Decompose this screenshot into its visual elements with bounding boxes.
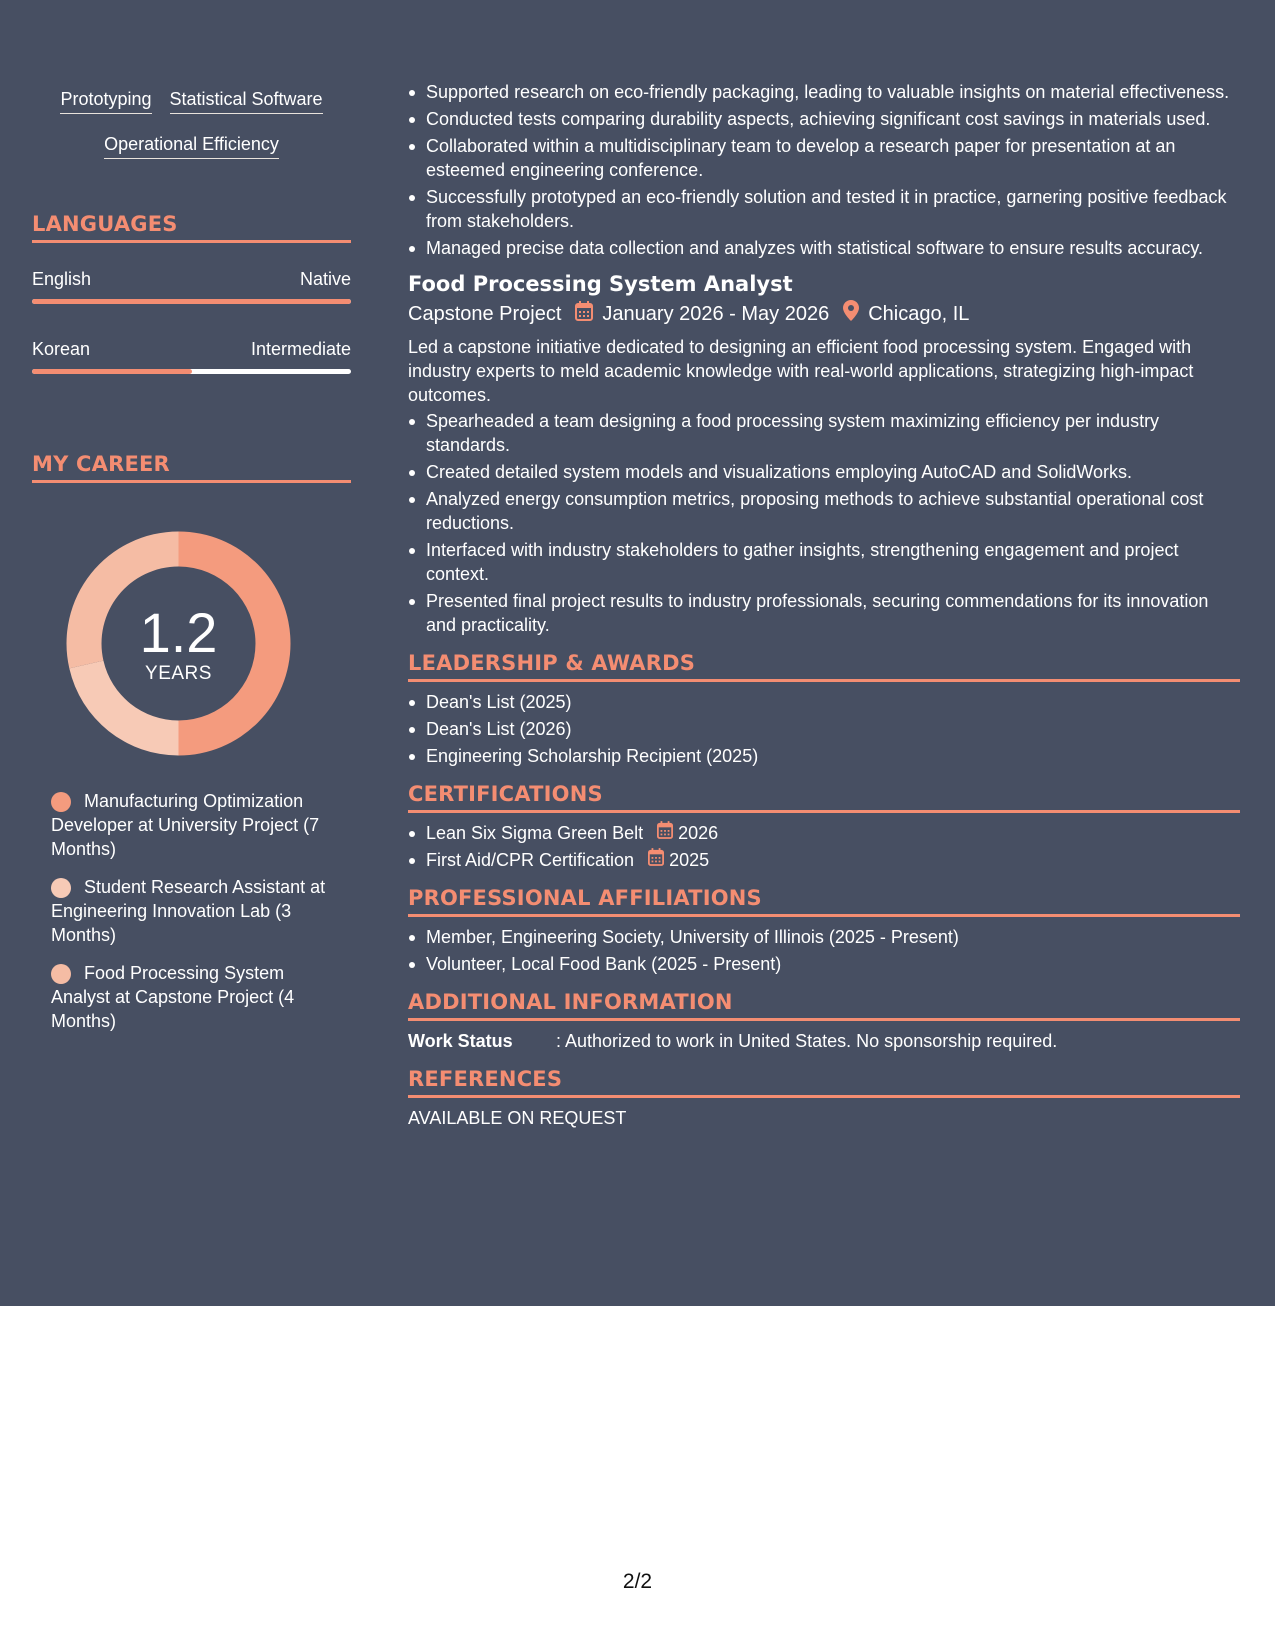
calendar-icon xyxy=(575,301,593,328)
main-column xyxy=(408,80,1240,1130)
job-description: Led a capstone initiative dedicated to designing an efficient food processing system. Engaged with industry experts to meld academic knowledge with real-world applications, strategizing high-impact outcomes. xyxy=(408,337,1194,405)
legend-dot-icon xyxy=(51,964,71,984)
career-donut-chart xyxy=(66,531,291,756)
career-total-value: 1.2 xyxy=(139,601,218,664)
certifications-list xyxy=(408,821,1240,872)
legend-dot-icon xyxy=(51,878,71,898)
list-item: Interfaced with industry stakeholders to gather insights, strengthening engagement and project context. xyxy=(408,538,1240,586)
legend-label: Student Research Assistant at Engineering Innovation Lab (3 Months) xyxy=(51,877,326,945)
skill-tag: Statistical Software xyxy=(170,88,323,114)
list-item: Engineering Scholarship Recipient (2025) xyxy=(408,744,1240,768)
legend-item xyxy=(51,961,331,1033)
certification-name: Lean Six Sigma Green Belt xyxy=(426,823,644,843)
list-item xyxy=(408,821,1240,845)
language-proficiency-bar xyxy=(32,369,351,374)
work-status-value: : Authorized to work in United States. No sponsorship required. xyxy=(556,1031,1058,1051)
language-proficiency-fill xyxy=(32,299,351,304)
list-item: Dean's List (2025) xyxy=(408,690,1240,714)
skills-row-2 xyxy=(32,133,351,159)
language-name: English xyxy=(32,269,92,289)
job-dates: January 2026 - May 2026 xyxy=(602,303,830,325)
list-item xyxy=(408,848,1240,872)
career-total-unit: YEARS xyxy=(145,663,212,684)
list-item: Dean's List (2026) xyxy=(408,717,1240,741)
page-number: 2/2 xyxy=(622,1570,653,1593)
certification-item xyxy=(426,821,1240,845)
list-item: Volunteer, Local Food Bank (2025 - Present) xyxy=(408,952,1240,976)
language-row xyxy=(32,268,351,290)
legend-label: Manufacturing Optimization Developer at University Project (7 Months) xyxy=(51,791,320,859)
job-bullets xyxy=(408,409,1240,637)
legend-label: Food Processing System Analyst at Capstone Project (4 Months) xyxy=(51,963,295,1031)
language-level: Intermediate xyxy=(250,339,351,359)
work-status-label: Work Status xyxy=(408,1031,513,1051)
calendar-icon xyxy=(648,848,664,872)
list-item: Created detailed system models and visualizations employing AutoCAD and SolidWorks. xyxy=(408,460,1240,484)
skills-row-1 xyxy=(32,88,351,114)
language-level: Native xyxy=(299,269,351,289)
language-proficiency-bar xyxy=(32,299,351,304)
previous-job-bullets xyxy=(408,80,1240,260)
certification-year: 2025 xyxy=(669,850,710,870)
leadership-list xyxy=(408,690,1240,768)
certifications-heading: CERTIFICATIONS xyxy=(408,782,1240,813)
certification-item xyxy=(426,848,1240,872)
career-legend xyxy=(51,789,331,1047)
affiliations-heading: PROFESSIONAL AFFILIATIONS xyxy=(408,886,1240,917)
certification-name: First Aid/CPR Certification xyxy=(426,850,635,870)
job-meta xyxy=(408,300,1240,328)
list-item: Conducted tests comparing durability aspects, achieving significant cost savings in materials used. xyxy=(408,107,1240,131)
map-pin-icon xyxy=(843,300,859,328)
job-location: Chicago, IL xyxy=(868,303,970,325)
language-proficiency-fill xyxy=(32,369,192,374)
list-item: Supported research on eco-friendly packaging, leading to valuable insights on material effectiveness. xyxy=(408,80,1240,104)
additional-info-heading: ADDITIONAL INFORMATION xyxy=(408,990,1240,1021)
job-company: Capstone Project xyxy=(408,303,562,325)
list-item: Presented final project results to industry professionals, securing commendations for its innovation and practicality. xyxy=(408,589,1240,637)
language-row xyxy=(32,338,351,360)
list-item: Spearheaded a team designing a food processing system maximizing efficiency per industry standards. xyxy=(408,409,1240,457)
affiliations-list xyxy=(408,925,1240,976)
list-item: Member, Engineering Society, University of Illinois (2025 - Present) xyxy=(408,925,1240,949)
career-heading: MY CAREER xyxy=(32,452,351,483)
leadership-heading: LEADERSHIP & AWARDS xyxy=(408,651,1240,682)
legend-item xyxy=(51,875,331,947)
job-title: Food Processing System Analyst xyxy=(408,272,793,296)
skill-tag: Operational Efficiency xyxy=(104,133,279,159)
list-item: Analyzed energy consumption metrics, proposing methods to achieve substantial operational cost reductions. xyxy=(408,487,1240,535)
references-text: AVAILABLE ON REQUEST xyxy=(408,1108,627,1128)
references-heading: REFERENCES xyxy=(408,1067,1240,1098)
skill-tag: Prototyping xyxy=(60,88,151,114)
language-name: Korean xyxy=(32,339,91,359)
work-status-row xyxy=(408,1029,1240,1053)
legend-dot-icon xyxy=(51,792,71,812)
certification-year: 2026 xyxy=(678,823,719,843)
list-item: Successfully prototyped an eco-friendly solution and tested it in practice, garnering positive feedback from stakeholders. xyxy=(408,185,1240,233)
list-item: Managed precise data collection and analyzes with statistical software to ensure results accuracy. xyxy=(408,236,1240,260)
languages-heading: LANGUAGES xyxy=(32,212,351,243)
legend-item xyxy=(51,789,331,861)
calendar-icon xyxy=(657,821,673,845)
list-item: Collaborated within a multidisciplinary team to develop a research paper for presentation at an esteemed engineering conference. xyxy=(408,134,1240,182)
